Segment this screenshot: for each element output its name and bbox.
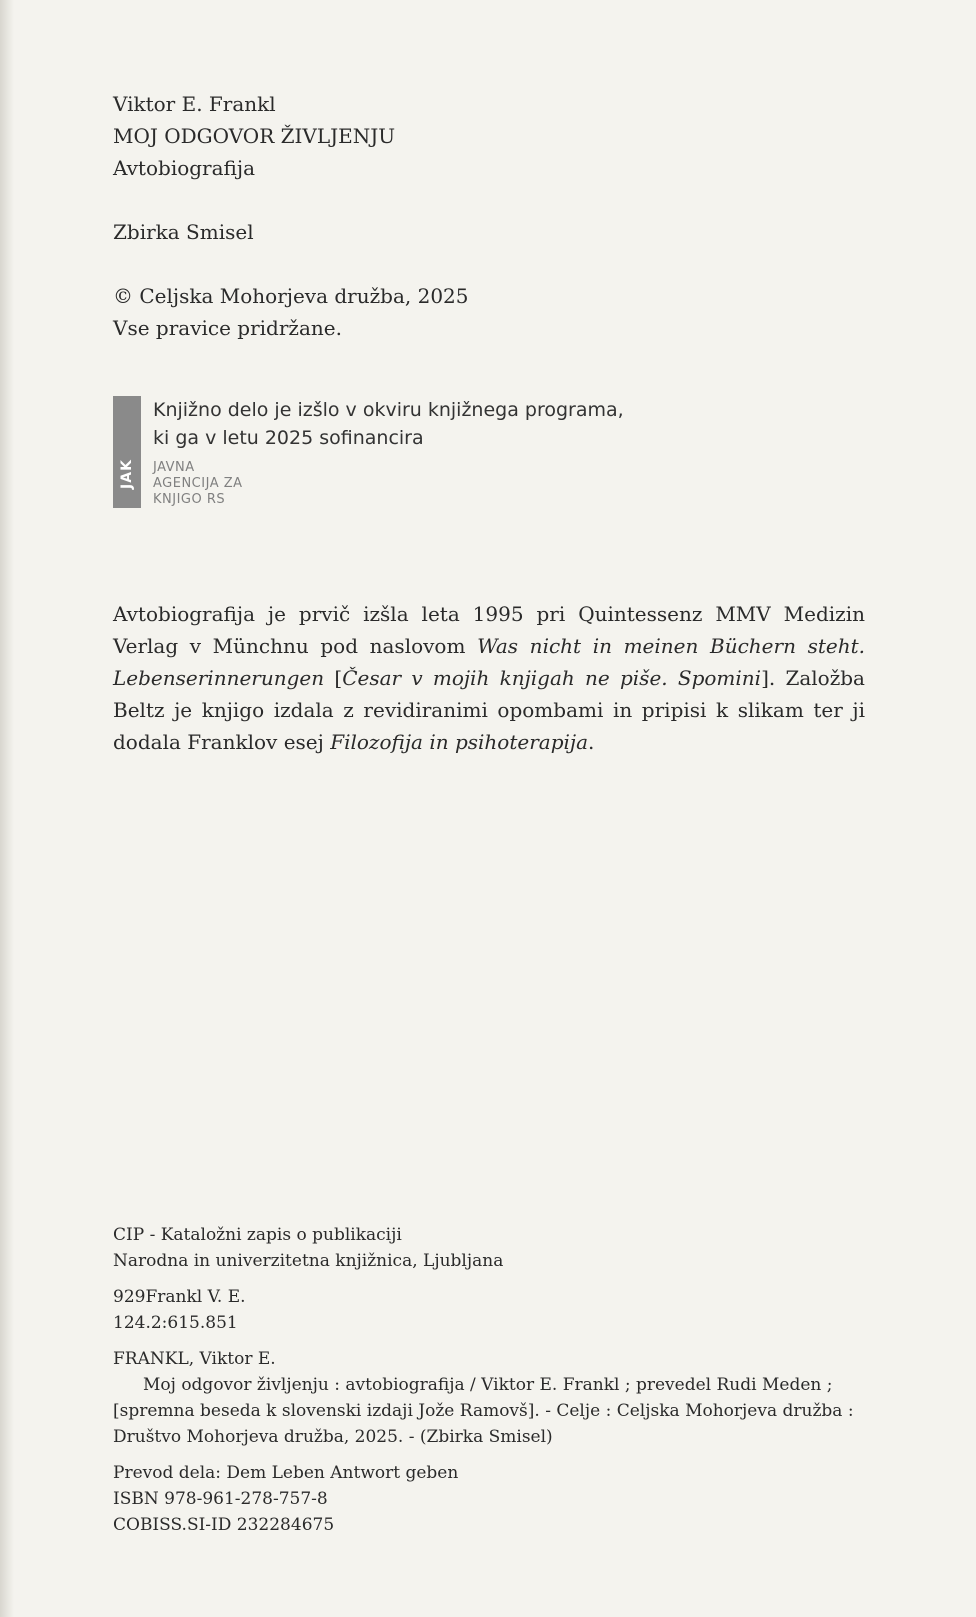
- essay-title: Filozofija in psihoterapija: [330, 730, 589, 754]
- cip-heading: CIP - Kataložni zapis o publikaciji: [113, 1225, 402, 1245]
- sponsor-block: [113, 396, 673, 508]
- page-edge: [0, 0, 14, 1617]
- history-text-3: ]. Založba Beltz je knjigo izdala z revidiranimi opombami in pripisi k slikam ter ji dodala Franklov esej: [113, 666, 865, 754]
- agency-line-3: KNJIGO RS: [153, 492, 226, 507]
- history-text-4: .: [588, 730, 595, 754]
- cip-entry-author: FRANKL, Viktor E.: [113, 1349, 276, 1369]
- agency-name: [153, 460, 243, 508]
- history-text-2: [: [324, 666, 343, 690]
- history-paragraph: [113, 598, 865, 758]
- jak-logo-text: JAK: [119, 459, 135, 489]
- series-name: Zbirka Smisel: [113, 220, 254, 244]
- sponsor-line-2: ki ga v letu 2025 sofinancira: [153, 427, 424, 449]
- author-name: Viktor E. Frankl: [113, 92, 276, 116]
- cip-original-title: Prevod dela: Dem Leben Antwort geben: [113, 1463, 459, 1483]
- agency-line-1: JAVNA: [153, 460, 195, 475]
- jak-logo: [113, 396, 141, 508]
- sponsor-line-1: Knjižno delo je izšlo v okviru knjižnega programa,: [153, 399, 624, 421]
- cip-entry-description: [113, 1372, 873, 1450]
- publication-history: [113, 598, 865, 758]
- translated-title: Česar v mojih knjigah ne piše. Spomini: [342, 666, 762, 690]
- book-title: MOJ ODGOVOR ŽIVLJENJU: [113, 124, 396, 148]
- original-title: Was nicht in meinen Büchern steht. Lebenserinnerungen: [113, 634, 865, 690]
- rights-line: Vse pravice pridržane.: [113, 316, 342, 340]
- book-subtitle: Avtobiografija: [113, 156, 256, 180]
- header-block: [113, 88, 469, 344]
- agency-line-2: AGENCIJA ZA: [153, 476, 243, 491]
- history-text-1: Avtobiografija je prvič izšla leta 1995 pri Quintessenz MMV Medizin Verlag v Münchnu pod naslovom: [113, 602, 865, 658]
- cip-cobiss: COBISS.SI-ID 232284675: [113, 1515, 335, 1535]
- cip-udc-1: 929Frankl V. E.: [113, 1287, 246, 1307]
- cip-udc-2: 124.2:615.851: [113, 1313, 238, 1333]
- cip-isbn: ISBN 978-961-278-757-8: [113, 1489, 328, 1509]
- cip-record: [113, 1222, 873, 1538]
- cip-library: Narodna in univerzitetna knjižnica, Ljubljana: [113, 1251, 504, 1271]
- cip-entry-text: Moj odgovor življenju : avtobiografija / Viktor E. Frankl ; prevedel Rudi Meden ; [spremna beseda k slovenski izdaji Jože Ramovš]. - Celje : Celjska Mohorjeva družba : Društvo Mohorjeva družba, 2025. - (Zbirka Smisel): [113, 1375, 854, 1447]
- copyright-line: © Celjska Mohorjeva družba, 2025: [113, 284, 469, 308]
